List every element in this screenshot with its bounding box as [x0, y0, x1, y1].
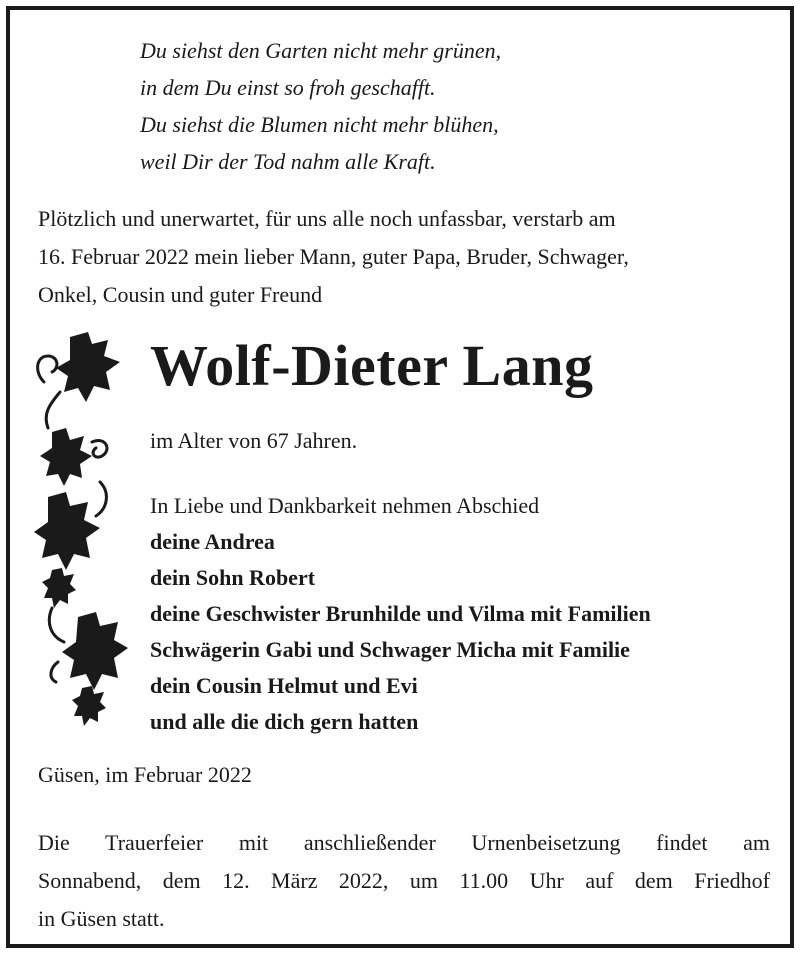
mourner-name: und alle die dich gern hatten: [150, 709, 419, 734]
mourner-name: dein Sohn Robert: [150, 565, 316, 590]
obituary-card: [6, 6, 794, 948]
announcement-line: Onkel, Cousin und guter Freund: [38, 282, 323, 307]
deceased-age: im Alter von 67 Jahren.: [150, 428, 358, 453]
mourner-name: Schwägerin Gabi und Schwager Micha mit Familie: [150, 637, 630, 662]
place-date: Güsen, im Februar 2022: [38, 762, 252, 787]
mourner-name: deine Geschwister Brunhilde und Vilma mit Familien: [150, 601, 651, 626]
announcement-line: 16. Februar 2022 mein lieber Mann, guter Papa, Bruder, Schwager,: [38, 244, 629, 269]
grapevine-ornament-icon: [30, 332, 130, 732]
death-announcement: [38, 200, 778, 314]
ceremony-line: Sonnabend, dem 12. März 2022, um 11.00 Uhr auf dem Friedhof: [38, 868, 770, 893]
announcement-line: Plötzlich und unerwartet, für uns alle noch unfassbar, verstarb am: [38, 206, 616, 231]
poem-line: weil Dir der Tod nahm alle Kraft.: [140, 149, 436, 174]
mourner-name: deine Andrea: [150, 529, 275, 554]
mourner-name: dein Cousin Helmut und Evi: [150, 673, 418, 698]
deceased-name: Wolf-Dieter Lang: [150, 333, 594, 398]
ceremony-notice: [38, 824, 770, 938]
poem-line: Du siehst den Garten nicht mehr grünen,: [140, 38, 502, 63]
poem: [140, 32, 501, 180]
poem-line: Du siehst die Blumen nicht mehr blühen,: [140, 112, 499, 137]
ceremony-line: in Güsen statt.: [38, 906, 165, 931]
poem-line: in dem Du einst so froh geschafft.: [140, 75, 436, 100]
mourners: [150, 488, 651, 740]
mourners-intro: In Liebe und Dankbarkeit nehmen Abschied: [150, 493, 540, 518]
ceremony-line: Die Trauerfeier mit anschließender Urnenbeisetzung findet am: [38, 830, 770, 855]
